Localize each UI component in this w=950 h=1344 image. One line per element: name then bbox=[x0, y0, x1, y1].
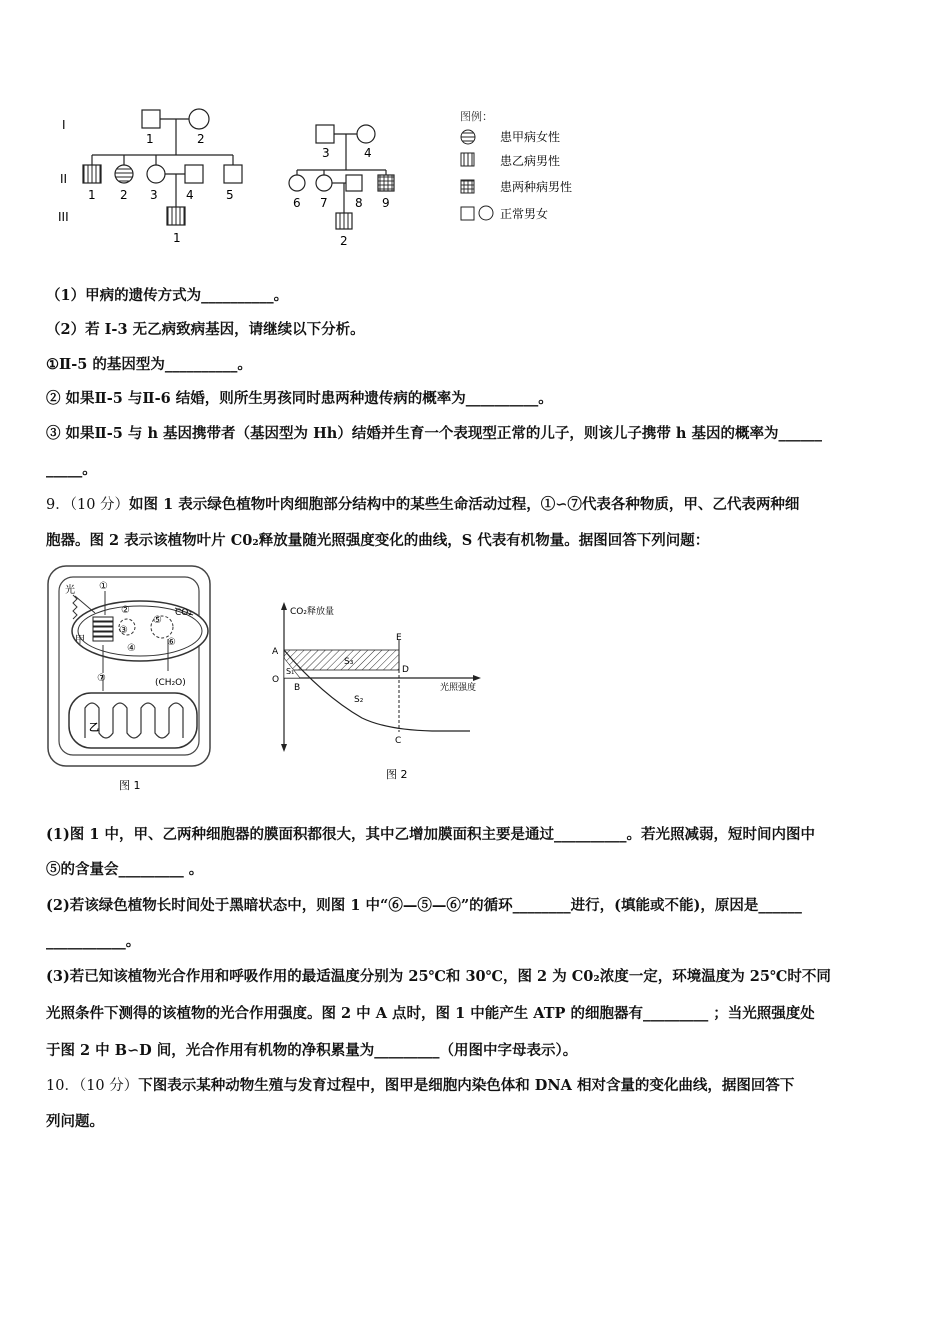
legend-symbol-normal-male bbox=[461, 207, 474, 220]
point-C: C bbox=[395, 736, 402, 746]
q9-stem-text-1: 如图 1 表示绿色植物叶肉细胞部分结构中的某些生命活动过程，①∽⑦代表各种物质，甲、乙代表两种细 bbox=[129, 496, 800, 513]
label-ch2o: (CH₂O) bbox=[155, 678, 186, 688]
circle-1: ① bbox=[99, 581, 108, 592]
q9-p3-line-3: 于图 2 中 B∽D 间，光合作用有机物的净积累量为_________（用图中字母表示）。 bbox=[46, 1042, 578, 1059]
q8-line-6: _____。 bbox=[46, 461, 97, 478]
label-co2: CO₂ bbox=[175, 608, 192, 618]
q10-number: 10．（10 分） bbox=[46, 1078, 139, 1094]
q10-stem-text-1: 下图表示某种动物生殖与发育过程中，图甲是细胞内染色体和 DNA 相对含量的变化曲线，据图回答下 bbox=[138, 1077, 795, 1094]
point-D: D bbox=[402, 665, 409, 675]
circle-5: ⑤ bbox=[153, 615, 162, 626]
generation-label-II: II bbox=[60, 172, 68, 186]
label-yi: 乙 bbox=[89, 723, 99, 734]
point-E: E bbox=[396, 633, 402, 643]
q9-stem-2: 胞器。图 2 表示该植物叶片 C0₂释放量随光照强度变化的曲线，S 代表有机物量。据图回答下列问题： bbox=[46, 532, 710, 549]
label-I-2: 2 bbox=[197, 132, 205, 146]
pedigree-family-2 bbox=[289, 125, 394, 248]
individual-I-3 bbox=[316, 125, 334, 143]
area-label-s2: S₂ bbox=[354, 695, 364, 705]
label-II-6: 6 bbox=[293, 196, 301, 210]
label-II-4: 4 bbox=[186, 188, 194, 202]
individual-II-8 bbox=[346, 175, 362, 191]
label-II-7: 7 bbox=[320, 196, 328, 210]
mitochondrion-yi bbox=[69, 693, 197, 748]
label-I-3: 3 bbox=[322, 146, 330, 160]
individual-I-1 bbox=[142, 110, 160, 128]
individual-III-2 bbox=[336, 213, 352, 229]
label-III-1: 1 bbox=[173, 231, 181, 245]
legend-symbol-jia-female bbox=[461, 130, 475, 144]
label-jia: 甲 bbox=[75, 635, 85, 646]
q10-stem-1 bbox=[46, 1076, 794, 1096]
circle-4: ④ bbox=[127, 643, 136, 654]
label-I-1: 1 bbox=[146, 132, 154, 146]
area-label-s3: S₃ bbox=[344, 657, 354, 667]
point-O: O bbox=[272, 675, 280, 685]
q9-stem-1 bbox=[46, 495, 799, 515]
q8-line-5: ③ 如果Ⅱ-5 与 h 基因携带者（基因型为 Hh）结婚并生育一个表现型正常的儿子，则该儿子携带 h 基因的概率为______ bbox=[46, 425, 822, 442]
generation-label-I: I bbox=[62, 118, 66, 132]
pedigree-family-1 bbox=[83, 109, 242, 245]
grana-stack bbox=[93, 617, 113, 641]
legend-title: 图例： bbox=[460, 110, 493, 123]
q8-line-2: （2）若 I-3 无乙病致病基因，请继续以下分析。 bbox=[46, 321, 365, 338]
q9-p1-line-1: (1)图 1 中，甲、乙两种细胞器的膜面积都很大，其中乙增加膜面积主要是通过__________。若光照减弱，短时间内图中 bbox=[46, 826, 815, 843]
individual-II-1 bbox=[83, 165, 101, 183]
label-II-9: 9 bbox=[382, 196, 390, 210]
area-s3 bbox=[284, 650, 399, 670]
q9-number: 9．（10 分） bbox=[46, 497, 130, 513]
q8-line-1: （1）甲病的遗传方式为__________。 bbox=[46, 287, 289, 304]
figure-2-caption: 图 2 bbox=[386, 768, 408, 781]
q9-p1-line-2: ⑤的含量会_________ 。 bbox=[46, 861, 204, 878]
circle-7: ⑦ bbox=[97, 673, 106, 684]
legend-symbol-both-male bbox=[461, 180, 474, 193]
q8-line-3: ①Ⅱ-5 的基因型为__________。 bbox=[46, 356, 252, 373]
x-axis-label: 光照强度 bbox=[440, 683, 477, 693]
q8-line-4: ② 如果Ⅱ-5 与Ⅱ-6 结婚，则所生男孩同时患两种遗传病的概率为__________。 bbox=[46, 390, 553, 407]
label-II-5: 5 bbox=[226, 188, 234, 202]
q9-p2-line-2: ___________。 bbox=[46, 933, 141, 950]
individual-II-9 bbox=[378, 175, 394, 191]
label-II-3: 3 bbox=[150, 188, 158, 202]
q10-stem-2: 列问题。 bbox=[46, 1113, 104, 1130]
legend-item-4: 正常男女 bbox=[500, 207, 549, 221]
point-A: A bbox=[272, 647, 279, 657]
individual-II-3 bbox=[147, 165, 165, 183]
individual-II-6 bbox=[289, 175, 305, 191]
generation-label-III: III bbox=[58, 210, 69, 224]
label-I-4: 4 bbox=[364, 146, 372, 160]
label-II-2: 2 bbox=[120, 188, 128, 202]
figure-1-caption: 图 1 bbox=[119, 779, 141, 792]
individual-II-2 bbox=[115, 165, 133, 183]
circle-6: ⑥ bbox=[167, 637, 176, 648]
q9-p3-line-1: (3)若已知该植物光合作用和呼吸作用的最适温度分别为 25℃和 30℃，图 2 为 C0₂浓度一定，环境温度为 25℃时不同 bbox=[46, 968, 831, 985]
figure-2-co2-curve bbox=[262, 600, 487, 785]
legend-symbol-yi-male bbox=[461, 153, 474, 166]
pedigree-legend bbox=[460, 109, 572, 221]
q9-p2-line-1: (2)若该绿色植物长时间处于黑暗状态中，则图 1 中“⑥—⑤—⑥”的循环________进行，(填能或不能)，原因是______ bbox=[46, 897, 802, 914]
individual-I-2 bbox=[189, 109, 209, 129]
circle-2: ② bbox=[121, 605, 130, 616]
legend-symbol-normal-female bbox=[479, 206, 493, 220]
q9-p3-line-2: 光照条件下测得的该植物的光合作用强度。图 2 中 A 点时，图 1 中能产生 ATP 的细胞器有_________ ；当光照强度处 bbox=[46, 1005, 815, 1022]
circle-3: ③ bbox=[119, 625, 128, 636]
point-B: B bbox=[294, 683, 301, 693]
legend-item-3: 患两种病男性 bbox=[500, 180, 573, 194]
y-axis-label: CO₂释放量 bbox=[290, 607, 334, 617]
label-light: 光 bbox=[65, 585, 75, 596]
label-III-2: 2 bbox=[340, 234, 348, 248]
label-II-8: 8 bbox=[355, 196, 363, 210]
individual-II-7 bbox=[316, 175, 332, 191]
individual-I-4 bbox=[357, 125, 375, 143]
area-label-s1: S₁ bbox=[286, 667, 295, 676]
individual-II-5 bbox=[224, 165, 242, 183]
individual-III-1 bbox=[167, 207, 185, 225]
label-II-1: 1 bbox=[88, 188, 96, 202]
legend-item-2: 患乙病男性 bbox=[500, 154, 561, 168]
pedigree-figure bbox=[50, 95, 610, 255]
individual-II-4 bbox=[185, 165, 203, 183]
legend-item-1: 患甲病女性 bbox=[500, 130, 561, 144]
figure-1-cell-diagram bbox=[45, 563, 215, 795]
